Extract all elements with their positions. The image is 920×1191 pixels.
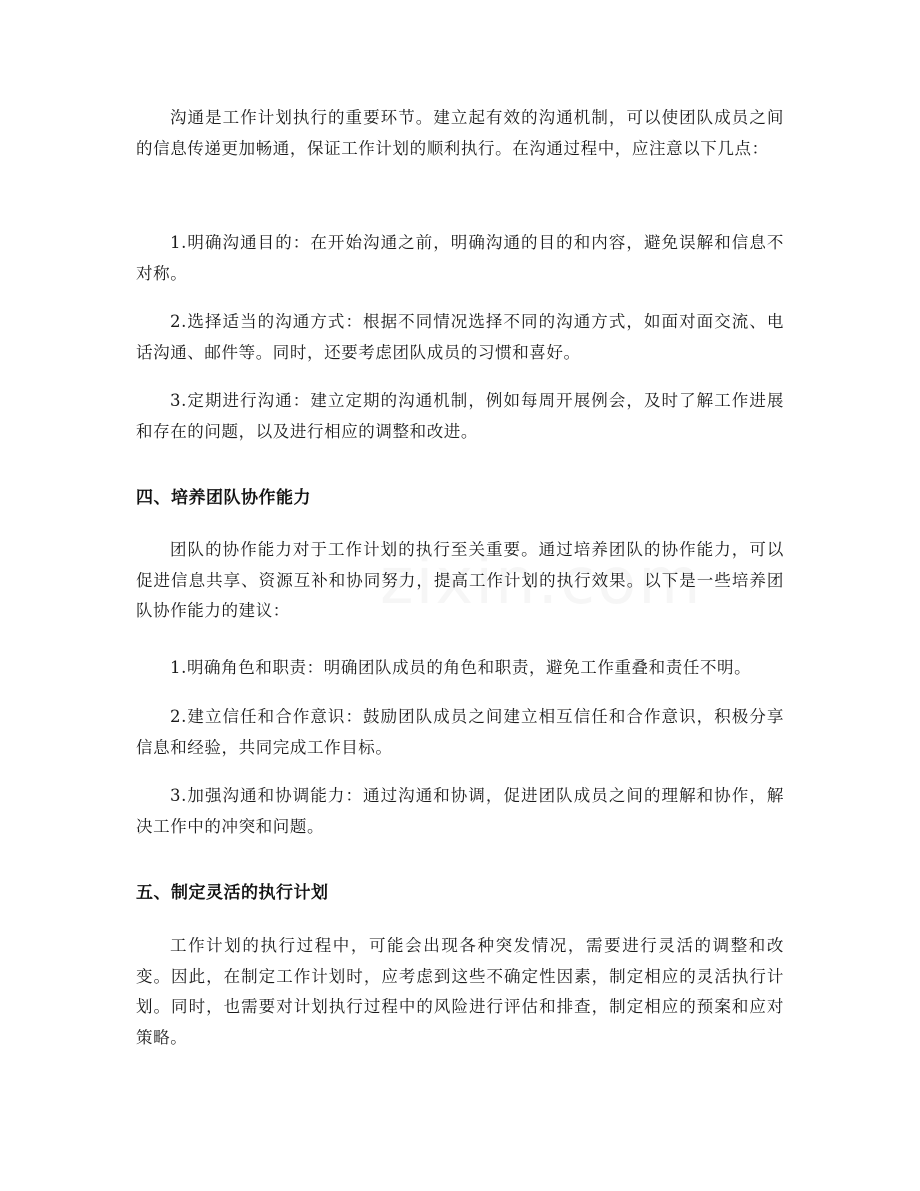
section-heading-4: 四、培养团队协作能力 bbox=[136, 488, 311, 508]
paragraph-communication-point-2: 2.选择适当的沟通方式：根据不同情况选择不同的沟通方式，如面对面交流、电话沟通、邮件等。同时，还要考虑团队成员的习惯和喜好。 bbox=[136, 312, 784, 362]
paragraph-team-point-2: 2.建立信任和合作意识：鼓励团队成员之间建立相互信任和合作意识，积极分享信息和经验，共同完成工作目标。 bbox=[136, 707, 784, 757]
paragraph-team-point-3: 3.加强沟通和协调能力：通过沟通和协调，促进团队成员之间的理解和协作，解决工作中的冲突和问题。 bbox=[136, 786, 784, 836]
paragraph-team-intro: 团队的协作能力对于工作计划的执行至关重要。通过培养团队的协作能力，可以促进信息共享、资源互补和协同努力，提高工作计划的执行效果。以下是一些培养团队协作能力的建议： bbox=[136, 540, 784, 620]
paragraph-communication-intro: 沟通是工作计划执行的重要环节。建立起有效的沟通机制，可以使团队成员之间的信息传递更加畅通，保证工作计划的顺利执行。在沟通过程中，应注意以下几点： bbox=[136, 108, 784, 158]
paragraph-communication-point-1: 1.明确沟通目的：在开始沟通之前，明确沟通的目的和内容，避免误解和信息不对称。 bbox=[136, 233, 784, 283]
paragraph-communication-point-3: 3.定期进行沟通：建立定期的沟通机制，例如每周开展例会，及时了解工作进展和存在的问题，以及进行相应的调整和改进。 bbox=[136, 391, 784, 441]
paragraph-team-point-1: 1.明确角色和职责：明确团队成员的角色和职责，避免工作重叠和责任不明。 bbox=[170, 658, 752, 677]
paragraph-flexible-plan: 工作计划的执行过程中，可能会出现各种突发情况，需要进行灵活的调整和改变。因此，在制定工作计划时，应考虑到这些不确定性因素，制定相应的灵活执行计划。同时，也需要对计划执行过程中的风险进行评估和排查，制定相应的预案和应对策略。 bbox=[136, 936, 784, 1047]
section-heading-5: 五、制定灵活的执行计划 bbox=[136, 883, 329, 903]
